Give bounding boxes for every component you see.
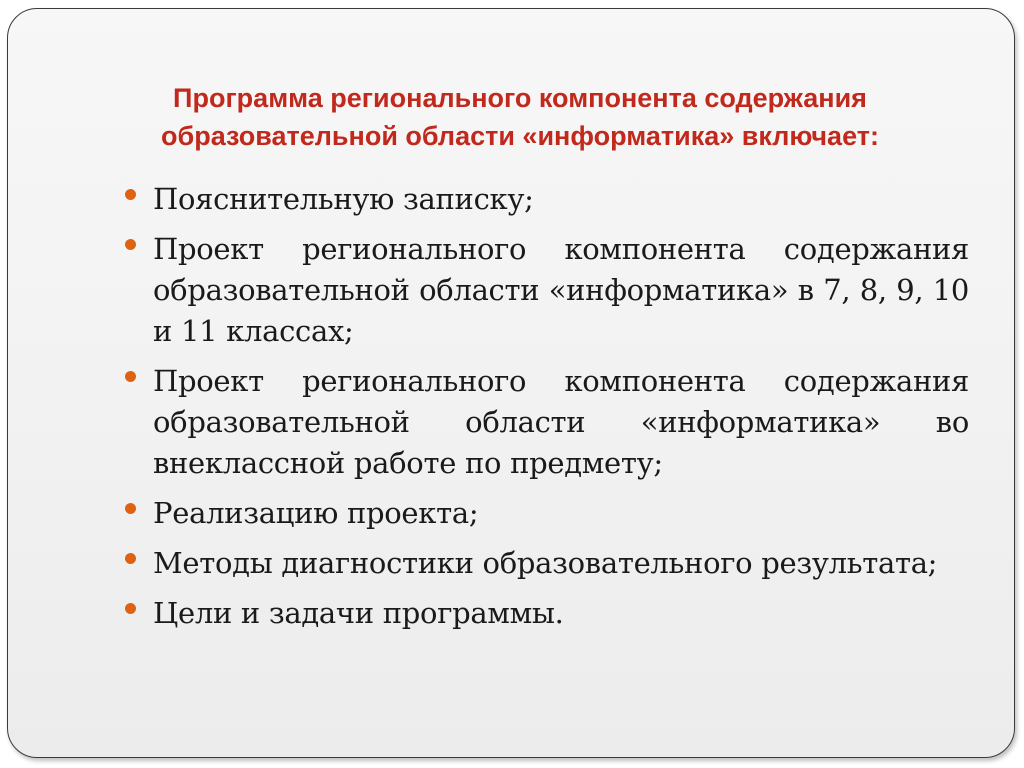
list-item xyxy=(153,179,969,220)
bullet-text: Проект регионального компонента содержания образовательной области «информатика» во внеклассной работе по предмету; xyxy=(153,364,969,480)
bullet-dot-icon xyxy=(125,503,136,514)
bullet-dot-icon xyxy=(125,603,136,614)
list-item xyxy=(153,493,969,534)
bullet-dot-icon xyxy=(125,371,136,382)
slide-title-line-2: образовательной области «информатика» включает: xyxy=(161,121,879,151)
bullet-text: Пояснительную записку; xyxy=(153,182,534,216)
bullet-text: Методы диагностики образовательного результата; xyxy=(153,546,938,580)
list-item xyxy=(153,361,969,484)
slide-title-line-1: Программа регионального компонента содержания xyxy=(173,83,867,113)
list-item xyxy=(153,229,969,352)
bullet-dot-icon xyxy=(125,189,136,200)
bullet-dot-icon xyxy=(125,553,136,564)
bullet-dot-icon xyxy=(125,239,136,250)
bullet-text: Цели и задачи программы. xyxy=(153,596,564,630)
list-item xyxy=(153,593,969,634)
slide xyxy=(7,8,1015,758)
bullet-list xyxy=(153,179,969,643)
bullet-text: Реализацию проекта; xyxy=(153,496,479,530)
bullet-text: Проект регионального компонента содержания образовательной области «информатика» в 7, 8, 9, 10 и 11 классах; xyxy=(153,232,969,348)
list-item xyxy=(153,543,969,584)
slide-title xyxy=(108,79,932,155)
